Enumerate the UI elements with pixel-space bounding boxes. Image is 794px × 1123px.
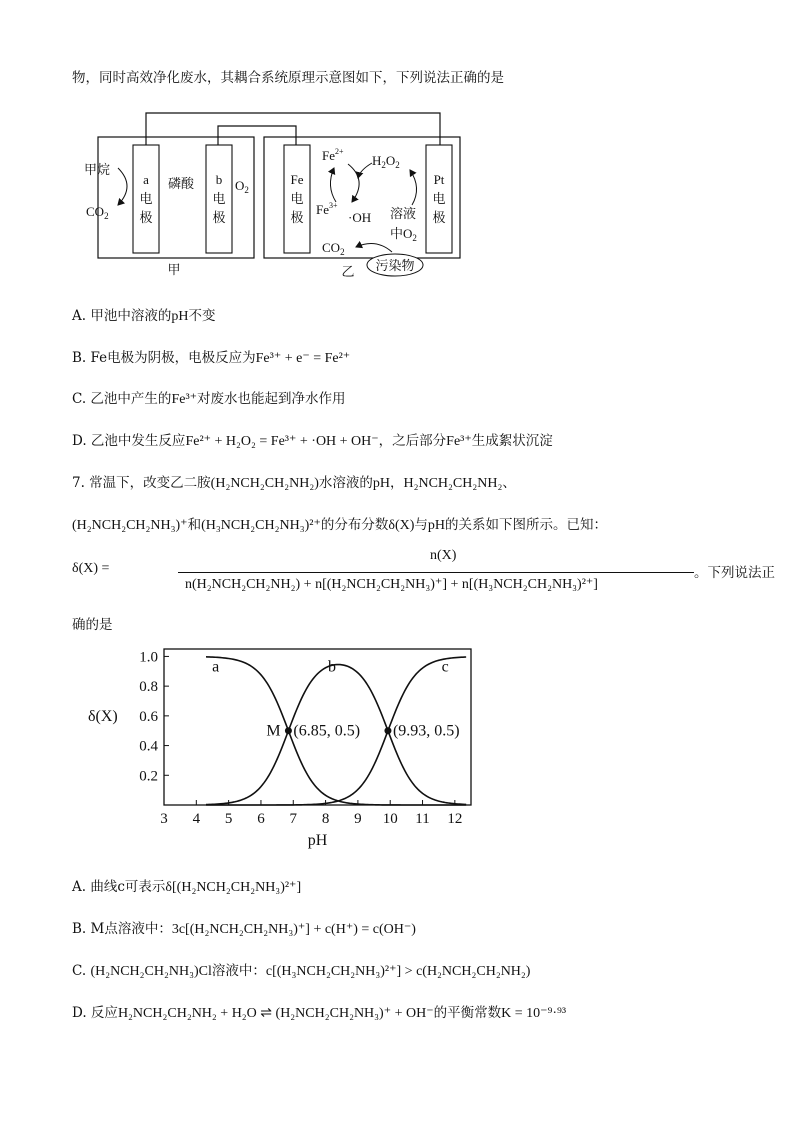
- svg-text:电: 电: [432, 191, 446, 206]
- cell-jia-label: 甲: [167, 262, 181, 277]
- q7-stem-line4: 确的是: [72, 617, 113, 633]
- x-tick-label-9: 9: [354, 811, 362, 827]
- co2-left-label: $CO_2$: [86, 204, 109, 221]
- svg-text:电: 电: [139, 191, 153, 206]
- wire-inner: [218, 126, 296, 145]
- solution-label-1: 溶液: [390, 206, 417, 221]
- svg-text:极: 极: [290, 210, 304, 225]
- svg-text:b: b: [215, 172, 223, 187]
- oh-radical-label: ·OH: [348, 210, 372, 225]
- fe-cycle-arrow-up: [330, 168, 336, 202]
- svg-text:极: 极: [139, 210, 153, 225]
- curve-label-b: b: [328, 658, 337, 676]
- q7-stem-line1: 7. 常温下，改变乙二胺(H₂NCH₂CH₂NH₂)水溶液的pH，H₂NCH₂CH₂NH₂、: [72, 475, 516, 491]
- y-tick-label-0.6: 0.6: [139, 708, 158, 725]
- electrolyte-label: 磷酸: [168, 176, 195, 191]
- svg-text:Fe: Fe: [290, 172, 304, 187]
- fe2-label: $Fe^{2+}$: [322, 147, 344, 163]
- svg-text:极: 极: [432, 210, 446, 225]
- x-tick-label-3: 3: [160, 811, 168, 827]
- cell-diagram: [0, 0, 794, 290]
- point-coord-2: (9.93, 0.5): [392, 722, 460, 740]
- methane-label: 甲烷: [84, 162, 111, 177]
- q6-option-d: D. 乙池中发生反应Fe²⁺ + H₂O₂ = Fe³⁺ + ·OH + OH⁻，之后部分Fe³⁺生成絮状沉淀: [72, 433, 553, 449]
- h2o2-arrow: [358, 163, 372, 178]
- fe-cycle-arrow-down: [348, 164, 359, 202]
- chart-labels: [212, 658, 459, 739]
- point-marker-1: [285, 727, 292, 734]
- pollutant-arrow: [356, 243, 392, 252]
- curve-label-a: a: [212, 658, 220, 676]
- point-label-M: M: [266, 722, 281, 740]
- distribution-chart: [0, 640, 794, 860]
- x-tick-label-7: 7: [289, 811, 298, 827]
- o2-to-h2o2-arrow: [410, 170, 417, 205]
- q7-option-d: D. 反应H₂NCH₂CH₂NH₂ + H₂O ⇌ (H₂NCH₂CH₂NH₃)⁺ + OH⁻的平衡常数K = 10⁻⁹·⁹³: [72, 1005, 567, 1021]
- x-tick-label-6: 6: [257, 811, 265, 827]
- h2o2-label: $H_2O_2$: [372, 153, 400, 170]
- o2-label: $O_2$: [235, 178, 249, 195]
- x-tick-label-11: 11: [415, 811, 430, 827]
- co2-right-label: $CO_2$: [322, 240, 345, 257]
- point-marker-2: [384, 727, 391, 734]
- x-axis-label: pH: [307, 832, 328, 849]
- q7-stem-line2: (H₂NCH₂CH₂NH₃)⁺和(H₃NCH₂CH₂NH₃)²⁺的分布分数δ(X)与pH的关系如下图所示。已知：: [72, 517, 608, 533]
- x-tick-label-12: 12: [447, 811, 463, 827]
- y-tick-label-0.2: 0.2: [139, 768, 158, 785]
- methane-arrow: [118, 168, 127, 205]
- solution-label-2: 中$O_2$: [390, 226, 417, 243]
- fe3-label: $Fe^{3+}$: [316, 201, 338, 217]
- q6-option-c: C. 乙池中产生的Fe³⁺对废水也能起到净水作用: [72, 391, 346, 407]
- q7-option-b: B. M点溶液中：3c[(H₂NCH₂CH₂NH₃)⁺] + c(H⁺) = c(OH⁻): [72, 921, 416, 937]
- svg-text:a: a: [143, 172, 149, 187]
- y-axis-label: δ(X): [88, 707, 118, 725]
- svg-text:电: 电: [212, 191, 226, 206]
- y-tick-label-0.8: 0.8: [139, 679, 158, 696]
- x-tick-label-8: 8: [321, 811, 330, 827]
- x-tick-label-4: 4: [192, 811, 201, 827]
- x-tick-label-5: 5: [224, 811, 233, 827]
- point-coord-1: (6.85, 0.5): [293, 722, 361, 740]
- q6-option-a: A. 甲池中溶液的pH不变: [72, 308, 216, 324]
- x-tick-label-10: 10: [382, 811, 398, 827]
- y-tick-label-0.4: 0.4: [139, 738, 158, 755]
- cell-yi-label: 乙: [341, 264, 355, 279]
- q7-option-a: A. 曲线c可表示δ[(H₂NCH₂CH₂NH₃)²⁺]: [72, 879, 302, 895]
- intro-text: 物，同时高效净化废水，其耦合系统原理示意图如下，下列说法正确的是: [72, 70, 504, 86]
- q7-option-c: C. (H₂NCH₂CH₂NH₃)Cl溶液中：c[(H₃NCH₂CH₂NH₃)²⁺] > c(H₂NCH₂CH₂NH₂): [72, 963, 531, 979]
- pollutant-label: 污染物: [375, 258, 415, 273]
- chart-axes: [88, 649, 471, 849]
- curve-label-c: c: [441, 658, 449, 676]
- wire-outer: [146, 113, 440, 145]
- svg-text:Pt: Pt: [433, 172, 445, 187]
- svg-text:极: 极: [212, 210, 226, 225]
- y-tick-label-1.0: 1.0: [139, 649, 158, 666]
- svg-text:电: 电: [290, 191, 304, 206]
- q6-option-b: B. Fe电极为阴极，电极反应为Fe³⁺ + e⁻ = Fe²⁺: [72, 350, 351, 366]
